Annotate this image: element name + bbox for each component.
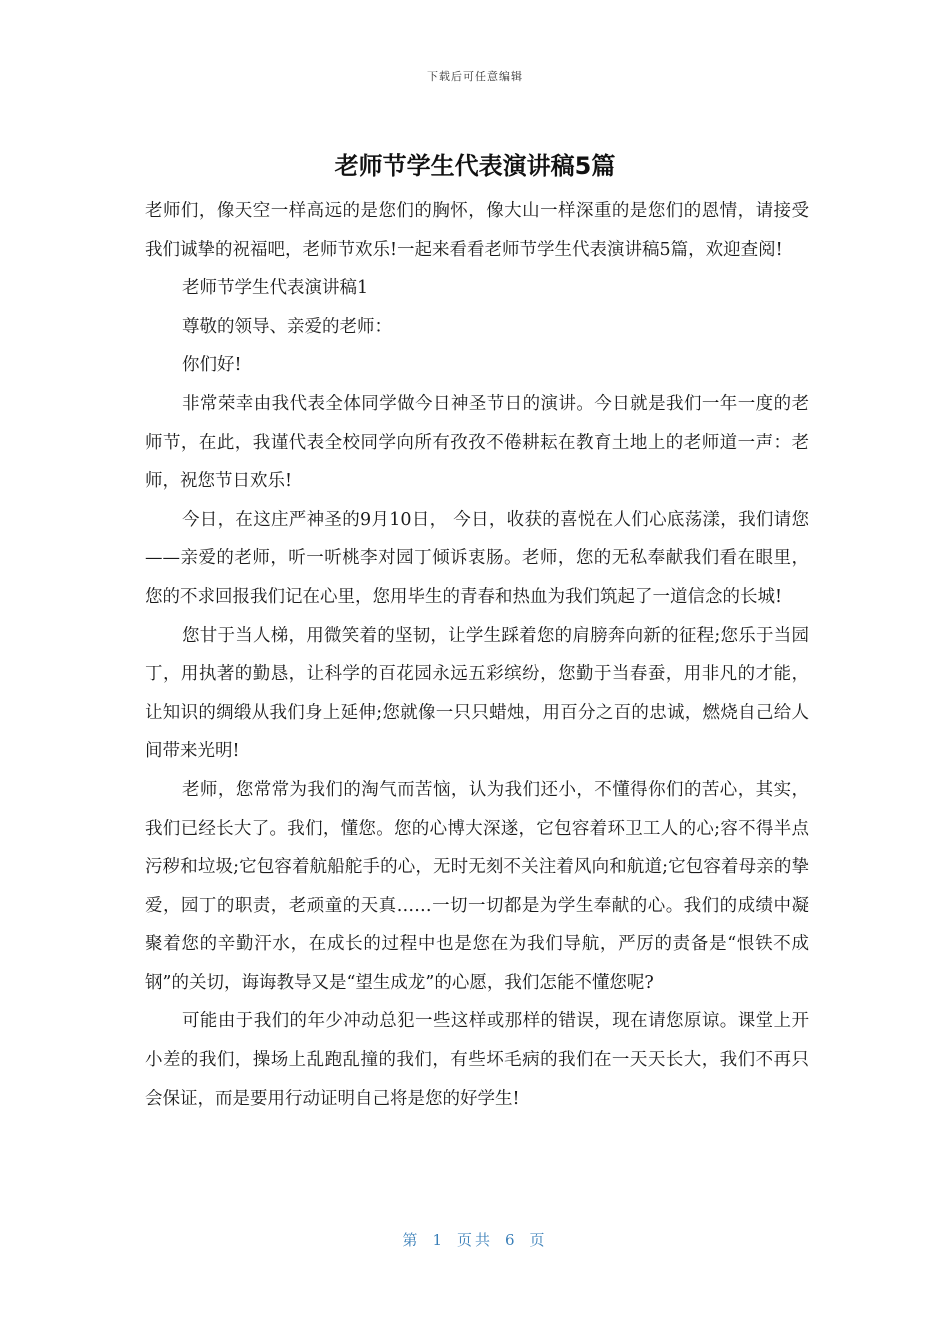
greeting: 你们好!	[182, 355, 242, 376]
document-title: 老师节学生代表演讲稿5篇	[334, 152, 616, 180]
salutation: 尊敬的领导、亲爱的老师：	[182, 316, 392, 337]
body-paragraph: 非常荣幸由我代表全体同学做今日神圣节日的演讲。今日就是我们一年一度的老师节，在此，我谨代表全校同学向所有孜孜不倦耕耘在教育土地上的老师道一声：老师，祝您节日欢乐!	[145, 393, 809, 492]
of-label: 页共	[456, 1231, 493, 1249]
body-paragraph: 老师，您常常为我们的淘气而苦恼，认为我们还小，不懂得你们的苦心，其实，我们已经长大了。我们，懂您。您的心博大深遂，它包容着环卫工人的心;容不得半点污秽和垃圾;它包容着航船舵手的心，无时无刻不关注着风向和航道;它包容着母亲的挚爱，园丁的职责，老顽童的天真……一切一切都是为学生奉献的心。我们的成绩中凝聚着您的辛勤汗水，在成长的过程中也是您在为我们导航，严厉的责备是“恨铁不成钢”的关切，诲诲教导又是“望生成龙”的心愿，我们怎能不懂您呢?	[145, 779, 809, 993]
body-paragraph: 今日，在这庄严神圣的9月10日， 今日，收获的喜悦在人们心底荡漾，我们请您——亲爱的老师，听一听桃李对园丁倾诉衷肠。老师，您的无私奉献我们看在眼里，您的不求回报我们记在心里，您用毕生的青春和热血为我们筑起了一道信念的长城!	[145, 509, 809, 607]
total-pages: 6	[505, 1231, 518, 1249]
page-label: 第	[402, 1231, 421, 1249]
page-number: 1	[432, 1231, 445, 1249]
document-body	[145, 192, 809, 1118]
speech-heading: 老师节学生代表演讲稿1	[182, 278, 369, 299]
download-note: 下载后可任意编辑	[427, 70, 523, 83]
body-paragraph: 可能由于我们的年少冲动总犯一些这样或那样的错误，现在请您原谅。课堂上开小差的我们，操场上乱跑乱撞的我们，有些坏毛病的我们在一天天长大，我们不再只会保证，而是要用行动证明自己将是您的好学生!	[145, 1011, 809, 1109]
page-footer	[0, 1229, 950, 1250]
body-paragraph: 您甘于当人梯，用微笑着的坚韧，让学生踩着您的肩膀奔向新的征程;您乐于当园丁，用执著的勤恳，让科学的百花园永远五彩缤纷，您勤于当春蚕，用非凡的才能，让知识的绸缎从我们身上延伸;您就像一只只蜡烛，用百分之百的忠诚，燃烧自己给人间带来光明!	[145, 625, 809, 762]
intro-paragraph: 老师们，像天空一样高远的是您们的胸怀，像大山一样深重的是您们的恩情，请接受我们诚挚的祝福吧，老师节欢乐!一起来看看老师节学生代表演讲稿5篇，欢迎查阅!	[145, 201, 809, 260]
page-suffix: 页	[529, 1231, 548, 1249]
